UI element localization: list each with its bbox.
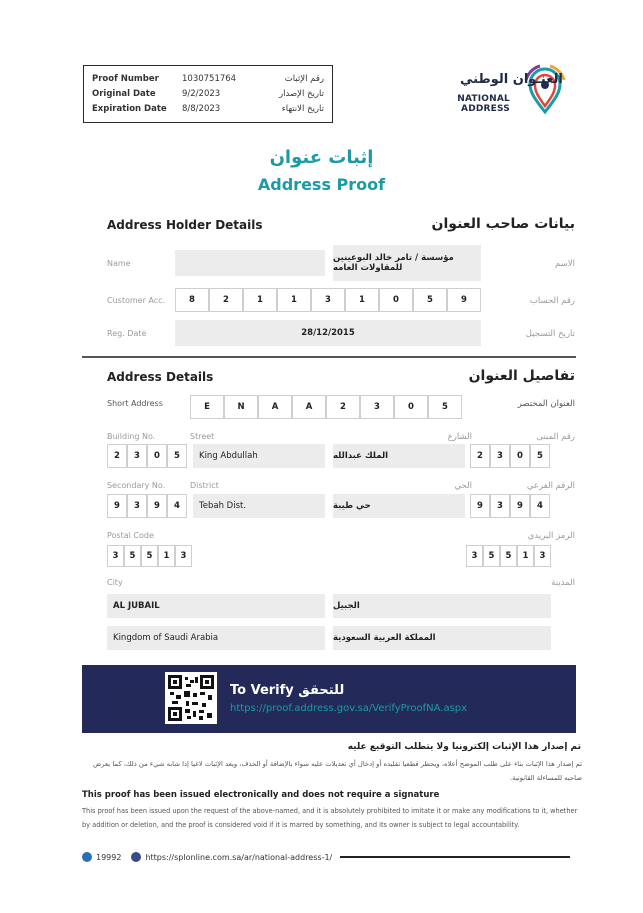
postal-digit: 3: [107, 545, 124, 567]
street-value-en: King Abdullah: [193, 444, 325, 468]
customer-acc-label: Customer Acc.: [107, 296, 166, 305]
street-value-ar: الملك عبدالله: [333, 444, 465, 468]
building-digit: 0: [510, 444, 530, 468]
secondary-digit: 4: [530, 494, 550, 518]
building-digits-ar: [470, 444, 550, 468]
acc-digit: 9: [447, 288, 481, 312]
reg-date-label: Reg. Date: [107, 329, 147, 338]
verify-link[interactable]: https://proof.address.gov.sa/VerifyProofNA.aspx: [230, 703, 468, 714]
acc-digit: 0: [379, 288, 413, 312]
original-date-value: 9/2/2023: [182, 88, 221, 99]
secondary-label: Secondary No.: [107, 481, 166, 490]
original-date-label-ar: تاريخ الإصدار: [279, 88, 324, 99]
secondary-digit: 3: [490, 494, 510, 518]
short-address-char: 0: [394, 395, 428, 419]
postal-label-ar: الرمز البريدي: [527, 531, 575, 541]
qr-code-icon[interactable]: [165, 672, 217, 724]
acc-digit: 8: [175, 288, 209, 312]
page-title-en: Address Proof: [257, 175, 386, 194]
page-title-ar: إثبات عنوان: [269, 147, 374, 168]
secondary-label-ar: الرقم الفرعي: [526, 481, 575, 491]
city-value-ar: الجبيل: [333, 594, 551, 618]
name-value-ar-line1: مؤسسة / تامر خالد البوعينين: [333, 253, 454, 263]
postal-digit: 5: [141, 545, 158, 567]
holder-heading-ar: بيانات صاحب العنوان: [431, 216, 575, 232]
short-address-char: A: [258, 395, 292, 419]
street-label: Street: [190, 432, 215, 441]
name-value-ar-line2: للمقاولات العامه: [333, 263, 403, 273]
proof-info-box: [83, 65, 333, 123]
phone-icon: [82, 852, 92, 862]
building-label-ar: رقم المبنى: [536, 432, 575, 442]
proof-number-value: 1030751764: [182, 73, 237, 84]
district-label-ar: الحي: [454, 481, 472, 491]
postal-digit: 3: [175, 545, 192, 567]
secondary-digit: 9: [470, 494, 490, 518]
secondary-digit: 9: [510, 494, 530, 518]
postal-digits: [107, 545, 192, 567]
proof-number-label: Proof Number: [92, 73, 159, 84]
postal-label: Postal Code: [107, 531, 154, 540]
short-address-char: 5: [428, 395, 462, 419]
building-digit: 2: [470, 444, 490, 468]
country-value-ar: المملكة العربية السعودية: [333, 626, 551, 650]
postal-digit: 3: [534, 545, 551, 567]
building-digit: 3: [127, 444, 147, 468]
secondary-digit: 4: [167, 494, 187, 518]
original-date-label: Original Date: [92, 88, 156, 99]
secondary-digits-ar: [470, 494, 550, 518]
acc-digit: 2: [209, 288, 243, 312]
short-address-char: E: [190, 395, 224, 419]
reg-date-value: 28/12/2015: [175, 320, 481, 346]
footer-phone: 19992: [96, 852, 122, 862]
short-address-char: N: [224, 395, 258, 419]
notice-heading-ar: تم إصدار هذا الإثبات إلكترونيا ولا يتطلب التوقيع عليه: [347, 742, 581, 752]
short-address-char: 2: [326, 395, 360, 419]
postal-digit: 5: [500, 545, 517, 567]
name-field-ar: [333, 245, 481, 281]
reg-date-label-ar: تاريخ التسجيل: [525, 329, 575, 339]
short-address-char: 3: [360, 395, 394, 419]
district-label: District: [190, 481, 219, 490]
street-label-ar: الشارع: [447, 432, 472, 442]
name-label-ar: الاسم: [555, 259, 575, 269]
address-heading-ar: تفاصيل العنوان: [468, 368, 575, 384]
notice-body-en: This proof has been issued upon the request of the above-named, and it is absolutely prohibited to imitate it or make any modifications to it, whether by addition or deletion, and the proof is considered void if it is marred by something, and its owner is subject to legal accountability.: [82, 807, 578, 829]
footer-url[interactable]: https://splonline.com.sa/ar/national-address-1/: [145, 852, 333, 862]
secondary-digit: 3: [127, 494, 147, 518]
name-label: Name: [107, 259, 131, 268]
proof-number-label-ar: رقم الإثبات: [284, 73, 324, 84]
building-digit: 5: [530, 444, 550, 468]
customer-acc-label-ar: رقم الحساب: [529, 296, 575, 306]
verify-title: To Verify للتحقق: [230, 683, 345, 698]
secondary-digit: 9: [147, 494, 167, 518]
proof-number-row: [92, 71, 324, 86]
city-label: City: [107, 578, 123, 587]
postal-digit: 1: [158, 545, 175, 567]
acc-digit: 1: [243, 288, 277, 312]
name-field-en: [175, 250, 325, 276]
building-digit: 3: [490, 444, 510, 468]
city-value-en: AL JUBAIL: [107, 594, 325, 618]
holder-heading-en: Address Holder Details: [107, 218, 263, 232]
logo-text-en: NATIONAL ADDRESS: [457, 94, 510, 114]
postal-digit: 1: [517, 545, 534, 567]
expiration-date-label-ar: تاريخ الانتهاء: [281, 103, 324, 114]
web-icon: [131, 852, 141, 862]
country-value-en: Kingdom of Saudi Arabia: [107, 626, 325, 650]
section-divider: [82, 356, 576, 358]
short-address-label: Short Address: [107, 399, 163, 408]
address-heading-en: Address Details: [107, 370, 214, 384]
expiration-date-row: [92, 101, 324, 116]
short-address-label-ar: العنوان المختصر: [517, 399, 575, 409]
acc-digit: 1: [345, 288, 379, 312]
building-digit: 2: [107, 444, 127, 468]
acc-digit: 5: [413, 288, 447, 312]
footer: [82, 852, 570, 862]
verify-banner: [82, 665, 576, 733]
acc-digit: 1: [277, 288, 311, 312]
district-value-en: Tebah Dist.: [193, 494, 325, 518]
building-label: Building No.: [107, 432, 156, 441]
postal-digit: 3: [466, 545, 483, 567]
postal-digits-ar: [466, 545, 551, 567]
postal-digit: 5: [124, 545, 141, 567]
short-address-chars: [190, 395, 462, 419]
original-date-row: [92, 86, 324, 101]
district-value-ar: حي طيبة: [333, 494, 465, 518]
city-label-ar: المدينة: [551, 578, 575, 588]
secondary-digits: [107, 494, 187, 518]
building-digits: [107, 444, 187, 468]
short-address-char: A: [292, 395, 326, 419]
secondary-digit: 9: [107, 494, 127, 518]
customer-acc-digits: [175, 288, 481, 312]
building-digit: 5: [167, 444, 187, 468]
expiration-date-label: Expiration Date: [92, 103, 167, 114]
postal-digit: 5: [483, 545, 500, 567]
logo-text-ar: العنـوان الوطني: [460, 72, 563, 87]
acc-digit: 3: [311, 288, 345, 312]
notice-heading-en: This proof has been issued electronically and does not require a signature: [82, 790, 440, 800]
notice-body-ar: تم إصدار هذا الإثبات بناء على طلب الموضح أعلاه، ويحظر قطعيا تقليده أو إدخال أي تعديلات عليه سواء بالإضافة أو الحذف، ويعد الإثبات لاغيا إذا شابه شيء من ذلك، كما يعرض صاحبه للمساءلة القانونية.: [93, 760, 582, 782]
footer-line: [340, 856, 570, 858]
national-address-logo-icon: [518, 62, 572, 116]
building-digit: 0: [147, 444, 167, 468]
expiration-date-value: 8/8/2023: [182, 103, 221, 114]
